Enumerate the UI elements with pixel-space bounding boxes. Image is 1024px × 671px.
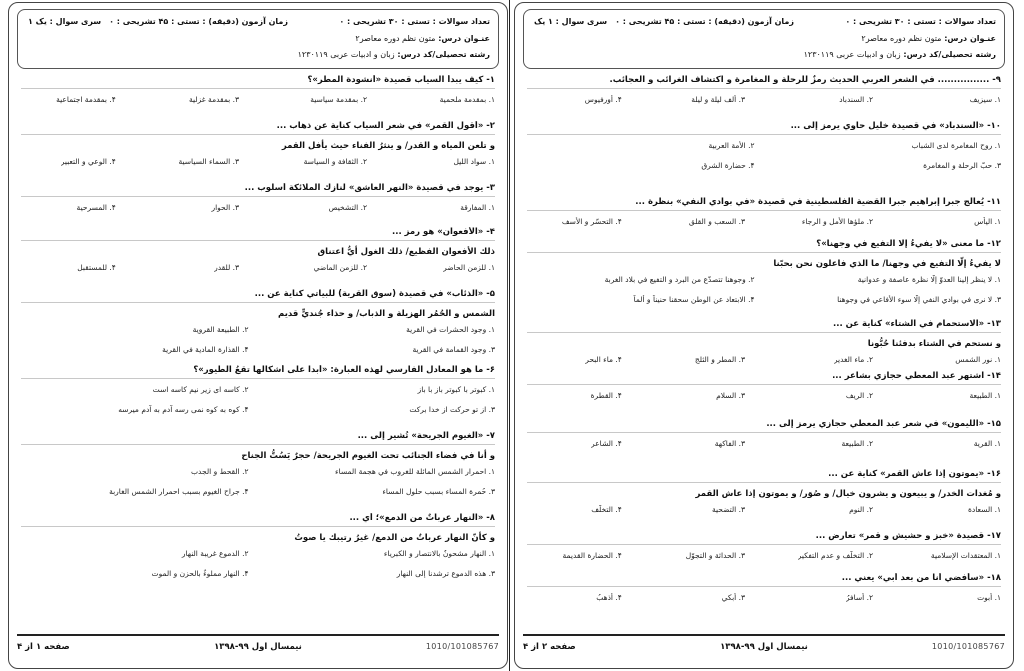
question-verse: لا يفيءُ إلّا التفيع في وجهنا/ ما الذي فاعلون نحن بحبّنا (773, 259, 1001, 269)
answer-options (527, 141, 1001, 181)
answer-option[interactable]: ۴. حضارة الشرق (701, 161, 755, 170)
answer-option[interactable]: ۱. للزمن الحاضر (443, 263, 495, 272)
answer-option[interactable]: ۱. احمرار الشمس المائلة للغروب في هجمة المساء (335, 467, 495, 476)
question-item (21, 75, 495, 113)
question-verse: و تلعن المياه و القدر/ و ينثرُ الفناء حيث يأفل القمر (281, 141, 495, 151)
question-item (21, 365, 495, 425)
answer-option[interactable]: ۴. الوعي و التعبير (60, 157, 116, 166)
answer-option[interactable]: ۱. وجود الحشرات في القرية (406, 325, 495, 334)
answer-option[interactable]: ۳. هذه الدموع ترشدنا إلى النهار (396, 569, 495, 578)
exam-code: 1010/101085767 (931, 642, 1005, 651)
exam-page-2 (514, 2, 1014, 669)
course-title (355, 34, 490, 43)
question-item (527, 239, 1001, 315)
question-item (527, 197, 1001, 235)
answer-option[interactable]: ۴. التحسّر و الأسف (561, 217, 622, 226)
question-item (527, 75, 1001, 113)
answer-options (527, 95, 1001, 113)
question-text: ۱۷- قصيدة «خبز و حشيش و قمر» تعارض ... (527, 531, 1001, 545)
question-verse: و مُغدات الخدر/ و يبيعون و يشرون خيال/ و صُوَر/ و يموتون إذا عاش القمر (695, 489, 1001, 499)
question-verse: و نستحم في الشتاء بدفئنا حُبُّونا (867, 339, 1001, 349)
answer-option[interactable]: ۲. التخلّف و عدم التفكير (797, 551, 874, 560)
answer-options (21, 203, 495, 221)
question-item (21, 289, 495, 365)
answer-option[interactable]: ۱. بمقدمة ملحمية (439, 95, 495, 104)
answer-option[interactable]: ۲. التشخيص (328, 203, 368, 212)
question-text: ۲- «أقول القمر» في شعر السياب كناية عن ذهاب ... (21, 121, 495, 135)
question-text: ۵- «الذئاب» في قصيدة (سوق القرية) للبياتي كناية عن ... (21, 289, 495, 303)
exam-page-1 (8, 2, 508, 669)
question-text: ۱۰- «السندباد» في قصيدة خليل حاوي يرمز إلى ... (527, 121, 1001, 135)
answer-option[interactable]: ۱. القرية (973, 439, 1001, 448)
question-text: ۸- «النهار عرباتٌ من الدمع»؛ أي ... (21, 513, 495, 527)
answer-option[interactable]: ۱. السعادة (967, 505, 1001, 514)
question-verse: و كأنّ النهار عرباتٌ من الدمع/ غيرُ رتيبك يا صوتُ (294, 533, 495, 543)
answer-option[interactable]: ۲. الطبيعة (841, 439, 874, 448)
answer-option[interactable]: ۲. الدموع غريبة النهار (181, 549, 249, 558)
answer-options (527, 275, 1001, 315)
question-item (21, 513, 495, 589)
field-code (298, 50, 490, 59)
answer-option[interactable]: ۴. ماء البحر (585, 355, 622, 364)
answer-option[interactable]: ۳. بمقدمة غزلية (189, 95, 240, 104)
answer-option[interactable]: ۲. وجوهنا تتصدّع من البرد و التفيع في بلاد الغربة (604, 275, 755, 284)
question-text: ۱۲- ما معنى «لا يفيءُ إلّا التفيع في وجهنا»؟ (527, 239, 1001, 253)
answer-option[interactable]: ۴. الشاعر (591, 439, 622, 448)
field-value: زبان و ادبیات عربی ۱۲۳۰۱۱۹ (803, 50, 901, 59)
answer-options (527, 217, 1001, 235)
question-item (527, 121, 1001, 181)
answer-option[interactable]: ۳. السعب و القلق (688, 217, 746, 226)
answer-option[interactable]: ۱. المفارقة (460, 203, 495, 212)
answer-option[interactable]: ۲. أسافرُ (845, 593, 874, 602)
answer-option[interactable]: ۳. حبّ الرحلة و المغامرة (923, 161, 1001, 170)
page-footer (523, 634, 1005, 660)
question-text: ۱۵- «الليمون» في شعر عبد المعطي حجازي يرمز إلى ... (527, 419, 1001, 433)
question-text: ۱۳- «الاستحمام في الشتاء» كناية عن ... (527, 319, 1001, 333)
question-series: سری سوال : یک ۱ (28, 17, 102, 26)
answer-option[interactable]: ۴. أذهبُ (596, 593, 622, 602)
exam-time: زمان آزمون (دقیقه) : تستی : ۴۵ تشریحی : ۰ (109, 17, 288, 26)
field-label: رشته تحصیلی/کد درس: (397, 50, 490, 59)
answer-option[interactable]: ۳. السماء السياسية (178, 157, 240, 166)
answer-options (527, 593, 1001, 611)
answer-option[interactable]: ۱. روح المغامرة لدى الشباب (911, 141, 1001, 150)
question-item (21, 227, 495, 281)
answer-option[interactable]: ۲. للزمن الماضي (313, 263, 368, 272)
answer-option[interactable]: ۳. الفاكهة (714, 439, 746, 448)
answer-option[interactable]: ۲. بمقدمة سياسية (310, 95, 368, 104)
question-item (527, 469, 1001, 523)
question-text: ۱۴- اشتهر عبد المعطي حجازي بشاعر ... (527, 371, 1001, 385)
answer-option[interactable]: ۴. كوه به كوه نمی رسه آدم به آدم ميرسه (118, 405, 249, 414)
answer-option[interactable]: ۲. القحط و الجدب (191, 467, 249, 476)
question-item (21, 121, 495, 175)
page-number: صفحه ۱ از ۴ (17, 642, 70, 652)
question-series: سری سوال : ۱ یک (534, 17, 608, 26)
answer-option[interactable]: ۱. لا ينظر إلينا العدوّ إلّا نظرة عاصفة و عدوانية (857, 275, 1001, 284)
question-item (21, 431, 495, 507)
answer-option[interactable]: ۲. الريف (845, 391, 874, 400)
question-item (527, 319, 1001, 373)
answer-option[interactable]: ۳. ألف ليلة و ليلة (691, 95, 746, 104)
answer-option[interactable]: ۳. التضحية (711, 505, 746, 514)
answer-option[interactable]: ۳. المطر و الثلج (694, 355, 746, 364)
answer-option[interactable]: ۳. للقدر (214, 263, 240, 272)
question-list (527, 75, 1001, 628)
question-text: ۴- «الأفعوان» هو رمز ... (21, 227, 495, 241)
question-verse: و أنا في فضاء الجنائب تحت الغيوم الجريحة/ حجرٌ يَسُتُّ الجناح (241, 451, 495, 461)
answer-option[interactable]: ۳. از تو حركت از خدا بركت (409, 405, 495, 414)
question-item (527, 573, 1001, 611)
course-label: عنـوان درس: (944, 34, 996, 43)
question-text: ۳- يوجد في قصيدة «النهر العاشق» لنازك الملائكة أسلوب ... (21, 183, 495, 197)
question-text: ۱- كيف يبدأ السياب قصيدة «أنشودة المطر»؟ (21, 75, 495, 89)
answer-options (21, 95, 495, 113)
term-label: نیمسال اول ۹۹-۱۳۹۸ (720, 642, 808, 652)
answer-option[interactable]: ۳. حُمرة المساء بسبب حلول المساء (382, 487, 495, 496)
answer-options (21, 385, 495, 425)
question-item (527, 531, 1001, 569)
question-text: ۱۱- يُعالج جبرا إبراهيم جبرا القضية الفلسطينية في قصيدة «في بوادي النفي» بنظرة ... (527, 197, 1001, 211)
answer-option[interactable]: ۴. جراح الغيوم بسبب احمرار الشمس الغاربة (109, 487, 249, 496)
answer-option[interactable]: ۱. كبوتر با كبوتر باز با باز (417, 385, 495, 394)
question-text: ۶- ما هو المعادل الفارسي لهذه العبارة: «أبداً على أشكالها تقعُ الطيور»؟ (21, 365, 495, 379)
answer-options (527, 439, 1001, 457)
answer-option[interactable]: ۲. الثقافة و السياسة (303, 157, 368, 166)
field-code (804, 50, 996, 59)
page-footer (17, 634, 499, 660)
exam-time: زمان آزمون (دقیقه) : تستی : ۴۵ تشریحی : ۰ (615, 17, 794, 26)
question-item (527, 371, 1001, 409)
term-label: نیمسال اول ۹۹-۱۳۹۸ (214, 642, 302, 652)
question-count: تعداد سوالات : تستی : ۳۰ تشریحی : ۰ (845, 17, 996, 26)
course-label: عنـوان درس: (438, 34, 490, 43)
answer-option[interactable]: ۲. كاسه ای زير نيم كاسه است (152, 385, 249, 394)
page-number: صفحه ۲ از ۴ (523, 642, 576, 652)
question-text: ۱۸- «سأفضي أنا من بعد أبي» يعني ... (527, 573, 1001, 587)
answer-option[interactable]: ۳. أبكي (721, 593, 746, 602)
answer-option[interactable]: ۲. الأمة العربية (708, 141, 755, 150)
answer-options (21, 549, 495, 589)
answer-option[interactable]: ۲. النوم (849, 505, 874, 514)
answer-option[interactable]: ۴. الحضارة القديمة (562, 551, 622, 560)
answer-option[interactable]: ۱. نور الشمس (955, 355, 1001, 364)
answer-option[interactable]: ۴. القذارة المادية في القرية (162, 345, 249, 354)
answer-option[interactable]: ۴. النهار مملوءٌ بالحزن و الموت (151, 569, 249, 578)
answer-option[interactable]: ۳. وجود القمامة في القرية (412, 345, 495, 354)
question-verse: الشمس و الحُمُر الهزيلة و الذباب/ و حذاء جُنديٍّ قديم (278, 309, 495, 319)
question-list (21, 75, 495, 628)
answer-option[interactable]: ۴. للمستقبل (77, 263, 116, 272)
answer-option[interactable]: ۲. ملؤها الأمل و الرجاء (801, 217, 874, 226)
exam-header (523, 9, 1005, 69)
answer-options (21, 467, 495, 507)
field-label: رشته تحصیلی/کد درس: (903, 50, 996, 59)
answer-option[interactable]: ۳. الحوار (211, 203, 240, 212)
exam-code: 1010/101085767 (425, 642, 499, 651)
answer-option[interactable]: ۱. اليأس (974, 217, 1001, 226)
answer-option[interactable]: ۳. الحداثة و التجوّل (685, 551, 746, 560)
answer-options (21, 157, 495, 175)
answer-options (527, 391, 1001, 409)
answer-option[interactable]: ۲. ماء الغدير (833, 355, 874, 364)
answer-options (21, 325, 495, 365)
answer-option[interactable]: ۴. الابتعاد عن الوطن سحقنا حنيناً و ألماً (633, 295, 755, 304)
exam-header (17, 9, 499, 69)
question-item (527, 419, 1001, 457)
answer-options (527, 551, 1001, 569)
question-text: ۷- «الغيوم الجريحة» تُشير إلى ... (21, 431, 495, 445)
question-text: ۱۶- «يموتون إذا عاش القمر» كناية عن ... (527, 469, 1001, 483)
answer-option[interactable]: ۱. الطبيعة (969, 391, 1001, 400)
answer-option[interactable]: ۱. المعتقدات الإسلامية (930, 551, 1001, 560)
course-value: متون نظم دوره معاصر۲ (355, 34, 436, 43)
answer-option[interactable]: ۱. سيزيف (969, 95, 1001, 104)
question-item (21, 183, 495, 221)
answer-option[interactable]: ۱. النهار مشحونٌ بالانتصار و الكبرياء (383, 549, 495, 558)
field-value: زبان و ادبیات عربی ۱۲۳۰۱۱۹ (297, 50, 395, 59)
answer-option[interactable]: ۳. السلام (716, 391, 746, 400)
answer-options (527, 505, 1001, 523)
answer-option[interactable]: ۲. الطبيعة القروية (192, 325, 249, 334)
answer-options (21, 263, 495, 281)
answer-option[interactable]: ۴. بمقدمة اجتماعية (56, 95, 116, 104)
answer-option[interactable]: ۱. أبوت (977, 593, 1001, 602)
answer-option[interactable]: ۴. أورفيوس (584, 95, 622, 104)
course-value: متون نظم دوره معاصر۲ (861, 34, 942, 43)
answer-option[interactable]: ۲. السندباد (839, 95, 874, 104)
course-title (861, 34, 996, 43)
answer-option[interactable]: ۴. التخلّف (591, 505, 622, 514)
answer-option[interactable]: ۴. القطرة (590, 391, 622, 400)
question-verse: ذلك الأفعوان الفظيع/ ذلك الغول أيُّ اعتناق (317, 247, 495, 257)
answer-option[interactable]: ۳. لا نرى في بوادي النفي إلّا سوء الأفاعي في وجوهنا (837, 295, 1001, 304)
answer-option[interactable]: ۴. المسرحية (76, 203, 116, 212)
page-divider (509, 0, 510, 671)
question-text: ۹- ................ في الشعر العربي الحديث رمزٌ للرحلة و المغامرة و اكتشاف الغرائب و العجائب. (527, 75, 1001, 89)
question-count: تعداد سوالات : تستی : ۳۰ تشریحی : ۰ (339, 17, 490, 26)
answer-option[interactable]: ۱. سواد الليل (453, 157, 495, 166)
